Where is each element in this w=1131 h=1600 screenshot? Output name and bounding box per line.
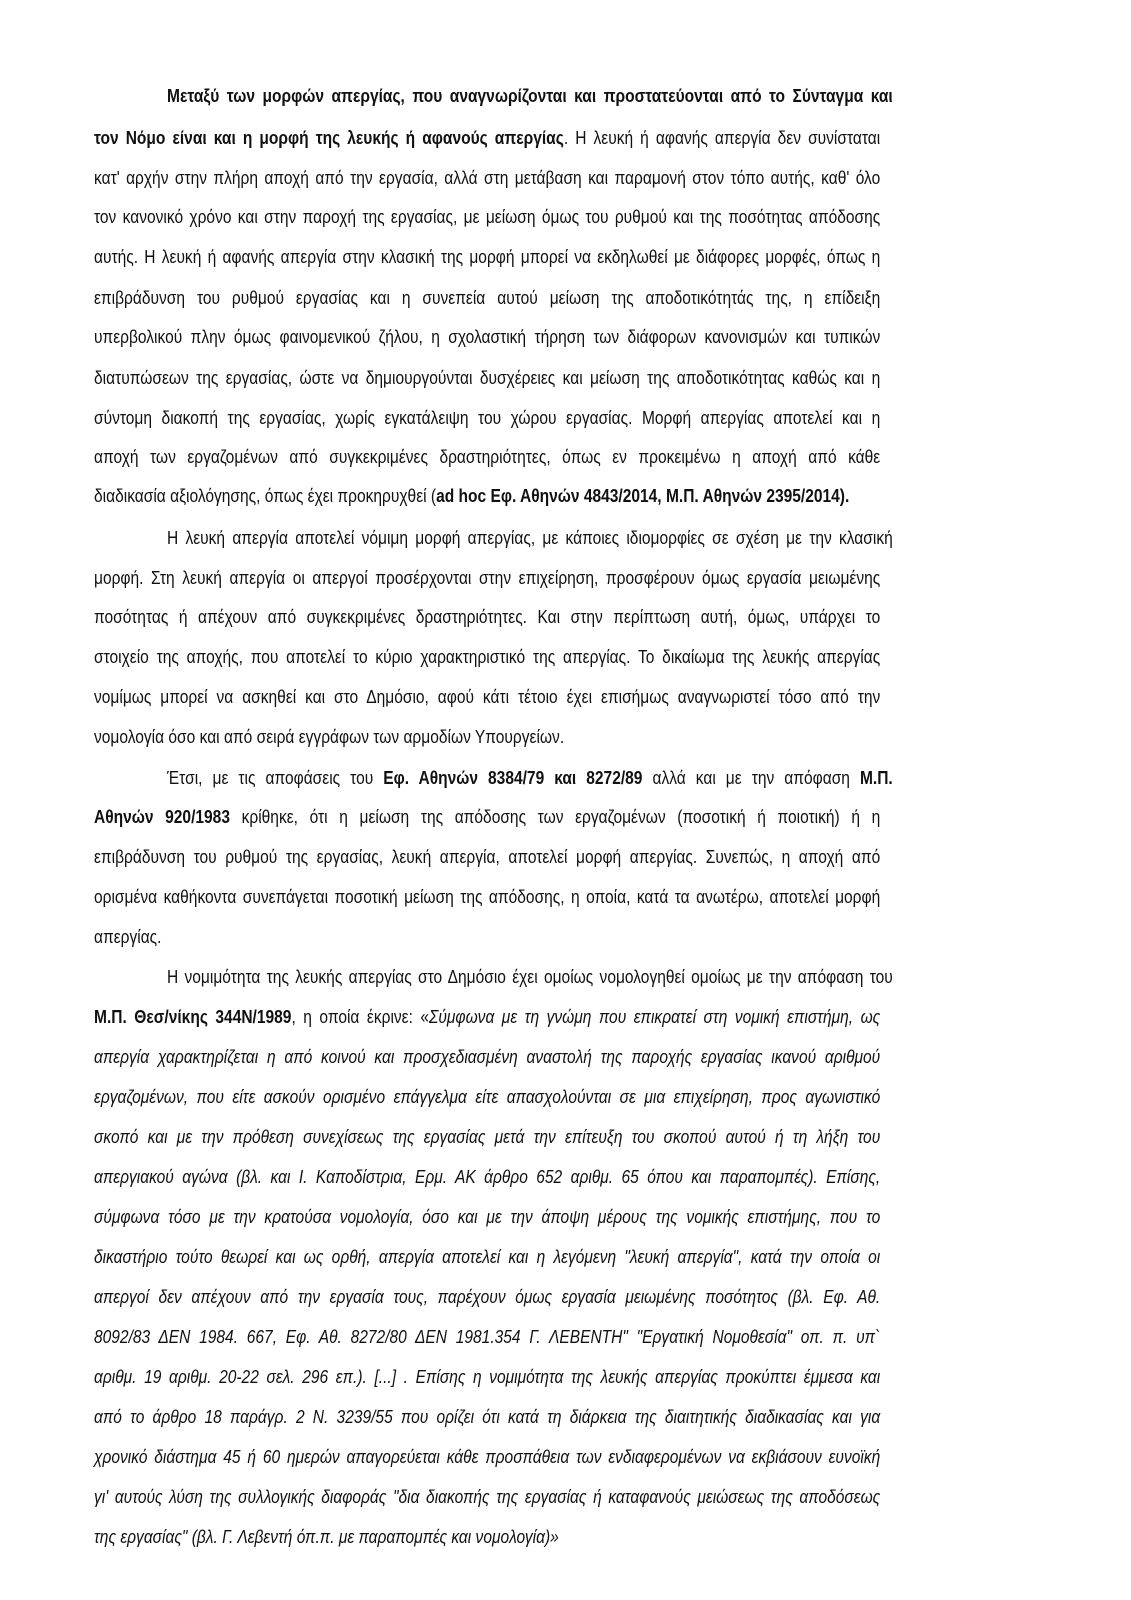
quoted-italic-text: σύμφωνα τόσο με την κρατούσα νομολογία, όσο και με την άποψη μέρους της νομικής επιστήμης, που το xyxy=(94,1206,881,1227)
text-line xyxy=(167,767,893,789)
body-text: αυτής. Η λευκή ή αφανής απεργία στην κλασική της μορφή μπορεί να εκδηλωθεί με διάφορες μορφές, όπως η xyxy=(94,246,881,267)
text-line xyxy=(94,567,880,589)
text-line xyxy=(94,886,880,908)
body-text: επιβράδυνση του ρυθμού εργασίας και η συνεπεία αυτού μείωση της αποδοτικότητάς της, η επίδειξη xyxy=(94,287,881,308)
text-line xyxy=(94,1446,880,1468)
quoted-italic-text: Σύμφωνα με τη γνώμη που επικρατεί στη νομική επιστήμη, ως xyxy=(429,1006,881,1027)
text-line xyxy=(94,1326,880,1348)
bold-text: Μεταξύ των μορφών απεργίας, που αναγνωρίζονται και προστατεύονται από το Σύνταγμα και xyxy=(167,85,893,106)
body-text: ορισμένα καθήκοντα συνεπάγεται ποσοτική μείωση της απόδοσης, η οποία, κατά τα ανωτέρω, αποτελεί μορφή xyxy=(94,886,881,907)
text-line xyxy=(94,367,880,389)
body-text: διαδικασία αξιολόγησης, όπως έχει προκηρυχθεί ( xyxy=(94,485,437,506)
text-line xyxy=(94,407,880,429)
text-line xyxy=(94,1006,880,1028)
text-line xyxy=(94,926,880,948)
text-line xyxy=(94,127,880,149)
bold-text: τον Νόμο είναι και η μορφή της λευκής ή αφανούς απεργίας xyxy=(94,127,564,148)
body-text: διατυπώσεων της εργασίας, ώστε να δημιουργούνται δυσχέρειες και μείωση της αποδοτικότητας καθώς και η xyxy=(94,367,881,388)
body-text: κρίθηκε, ότι η μείωση της απόδοσης των εργαζομένων (ποσοτική ή ποιοτική) ή η xyxy=(229,806,881,827)
body-text: Η λευκή απεργία αποτελεί νόμιμη μορφή απεργίας, με κάποιες ιδιομορφίες σε σχέση με την κλασική xyxy=(167,527,893,548)
text-line xyxy=(94,726,880,748)
body-text: αλλά και με την απόφαση xyxy=(642,767,860,788)
body-text: κατ' αρχήν στην πλήρη αποχή από την εργασία, αλλά στη μετάβαση και παραμονή στον τόπο αυτής, καθ' όλο xyxy=(94,167,881,188)
text-line xyxy=(94,606,880,628)
text-line xyxy=(94,1166,880,1188)
body-text: σύντομη διακοπή της εργασίας, χωρίς εγκατάλειψη του χώρου εργασίας. Μορφή απεργίας αποτελεί και η xyxy=(94,407,881,428)
text-line xyxy=(94,1486,880,1508)
text-line xyxy=(94,686,880,708)
quoted-italic-text: της εργασίας" (βλ. Γ. Λεβεντή όπ.π. με παραπομπές και νομολογία)» xyxy=(94,1526,559,1547)
text-line xyxy=(94,1286,880,1308)
body-text: Η νομιμότητα της λευκής απεργίας στο Δημόσιο έχει ομοίως νομολογηθεί ομοίως με την απόφαση του xyxy=(167,966,893,987)
text-line xyxy=(94,1406,880,1428)
text-line xyxy=(94,326,880,348)
quoted-italic-text: απεργοί δεν απέχουν από την εργασία τους, παρέχουν όμως εργασία μειωμένης ποσότητος (βλ. Εφ. Αθ. xyxy=(94,1286,881,1307)
text-line xyxy=(94,485,880,507)
bold-text: Μ.Π. Θεσ/νίκης 344Ν/1989 xyxy=(94,1006,292,1027)
text-line xyxy=(94,1206,880,1228)
quoted-italic-text: γι' αυτούς λύση της συλλογικής διαφοράς "δια διακοπής της εργασίας ή καταφανούς μειώσεως της αποδόσεως xyxy=(94,1486,881,1507)
body-text: απεργίας. xyxy=(94,926,162,947)
body-text: ποσότητας ή απέχουν από συγκεκριμένες δραστηριότητες. Και στην περίπτωση αυτή, όμως, υπάρχει το xyxy=(94,606,881,627)
body-text: . Η λευκή ή αφανής απεργία δεν συνίσταται xyxy=(563,127,881,148)
quoted-italic-text: 8092/83 ΔΕΝ 1984. 667, Εφ. Αθ. 8272/80 ΔΕΝ 1981.354 Γ. ΛΕΒΕΝΤΗ" "Εργατική Νομοθεσία" οπ. π. υπ` xyxy=(94,1326,881,1347)
quoted-italic-text: απεργιακού αγώνα (βλ. και Ι. Καποδίστρια, Ερμ. ΑΚ άρθρο 652 αριθμ. 65 όπου και παραπομπές). Επίσης, xyxy=(94,1166,881,1187)
body-text: υπερβολικού πλην όμως φαινομενικού ζήλου, η σχολαστική τήρηση των διάφορων κανονισμών και τυπικών xyxy=(94,326,881,347)
quoted-italic-text: χρονικό διάστημα 45 ή 60 ημερών απαγορεύεται κάθε προσπάθεια των ενδιαφερομένων να εκβιάσουν ευνοϊκή xyxy=(94,1446,881,1467)
text-line xyxy=(94,1046,880,1068)
text-line xyxy=(94,167,880,189)
bold-text: ad hoc Εφ. Αθηνών 4843/2014, Μ.Π. Αθηνών 2395/2014). xyxy=(436,485,850,506)
body-text: αποχή των εργαζομένων από συγκεκριμένες δραστηριότητες, όπως εν προκειμένω η αποχή από κάθε xyxy=(94,446,881,467)
bold-text: Αθηνών 920/1983 xyxy=(94,806,230,827)
text-line xyxy=(167,85,893,107)
text-line xyxy=(167,966,893,988)
text-line xyxy=(94,1246,880,1268)
text-line xyxy=(94,287,880,309)
body-text: μορφή. Στη λευκή απεργία οι απεργοί προσέρχονται στην επιχείρηση, προσφέρουν όμως εργασία μειωμένης xyxy=(94,567,881,588)
text-line xyxy=(94,846,880,868)
body-text: στοιχείο της αποχής, που αποτελεί το κύριο χαρακτηριστικό της απεργίας. Το δικαίωμα της λευκής απεργίας xyxy=(94,646,881,667)
body-text: Έτσι, με τις αποφάσεις του xyxy=(167,767,384,788)
quoted-italic-text: εργαζομένων, που είτε ασκούν ορισμένο επάγγελμα είτε απασχολούνται σε μια επιχείρηση, προς αγωνιστικό xyxy=(94,1086,881,1107)
bold-text: Εφ. Αθηνών 8384/79 και 8272/89 xyxy=(383,767,643,788)
text-line xyxy=(94,1366,880,1388)
text-line xyxy=(94,446,880,468)
text-line xyxy=(94,246,880,268)
text-line xyxy=(94,806,880,828)
quoted-italic-text: από το άρθρο 18 παράγρ. 2 Ν. 3239/55 που ορίζει ότι κατά τη διάρκεια της διαιτητικής διαδικασίας και για xyxy=(94,1406,881,1427)
body-text: τον κανονικό χρόνο και στην παροχή της εργασίας, με μείωση όμως του ρυθμού και της ποσότητας απόδοσης xyxy=(94,206,881,227)
text-line xyxy=(94,646,880,668)
quoted-italic-text: αριθμ. 19 αριθμ. 20-22 σελ. 296 επ.). [...] . Επίσης η νομιμότητα της λευκής απεργίας προκύπτει έμμεσα και xyxy=(94,1366,881,1387)
quoted-italic-text: δικαστήριο τούτο θεωρεί και ως ορθή, απεργία αποτελεί και η λεγόμενη "λευκή απεργία", κατά την οποία οι xyxy=(94,1246,881,1267)
body-text: επιβράδυνση του ρυθμού της εργασίας, λευκή απεργία, αποτελεί μορφή απεργίας. Συνεπώς, η αποχή από xyxy=(94,846,881,867)
bold-text: Μ.Π. xyxy=(859,767,893,788)
text-line xyxy=(94,1126,880,1148)
text-line xyxy=(94,1086,880,1108)
text-line xyxy=(167,527,893,549)
body-text: νομολογία όσο και από σειρά εγγράφων των αρμοδίων Υπουργείων. xyxy=(94,726,565,747)
body-text: νομίμως μπορεί να ασκηθεί και στο Δημόσιο, αφού κάτι τέτοιο έχει επισήμως αναγνωριστεί τόσο από την xyxy=(94,686,881,707)
body-text: , η οποία έκρινε: « xyxy=(291,1006,430,1027)
quoted-italic-text: σκοπό και με την πρόθεση συνεχίσεως της εργασίας μετά την επίτευξη του σκοπού αυτού ή τη λήξη του xyxy=(94,1126,881,1147)
text-line xyxy=(94,1526,880,1548)
quoted-italic-text: απεργία χαρακτηρίζεται η από κοινού και προσχεδιασμένη αναστολή της παροχής εργασίας ικανού αριθμού xyxy=(94,1046,881,1067)
text-line xyxy=(94,206,880,228)
